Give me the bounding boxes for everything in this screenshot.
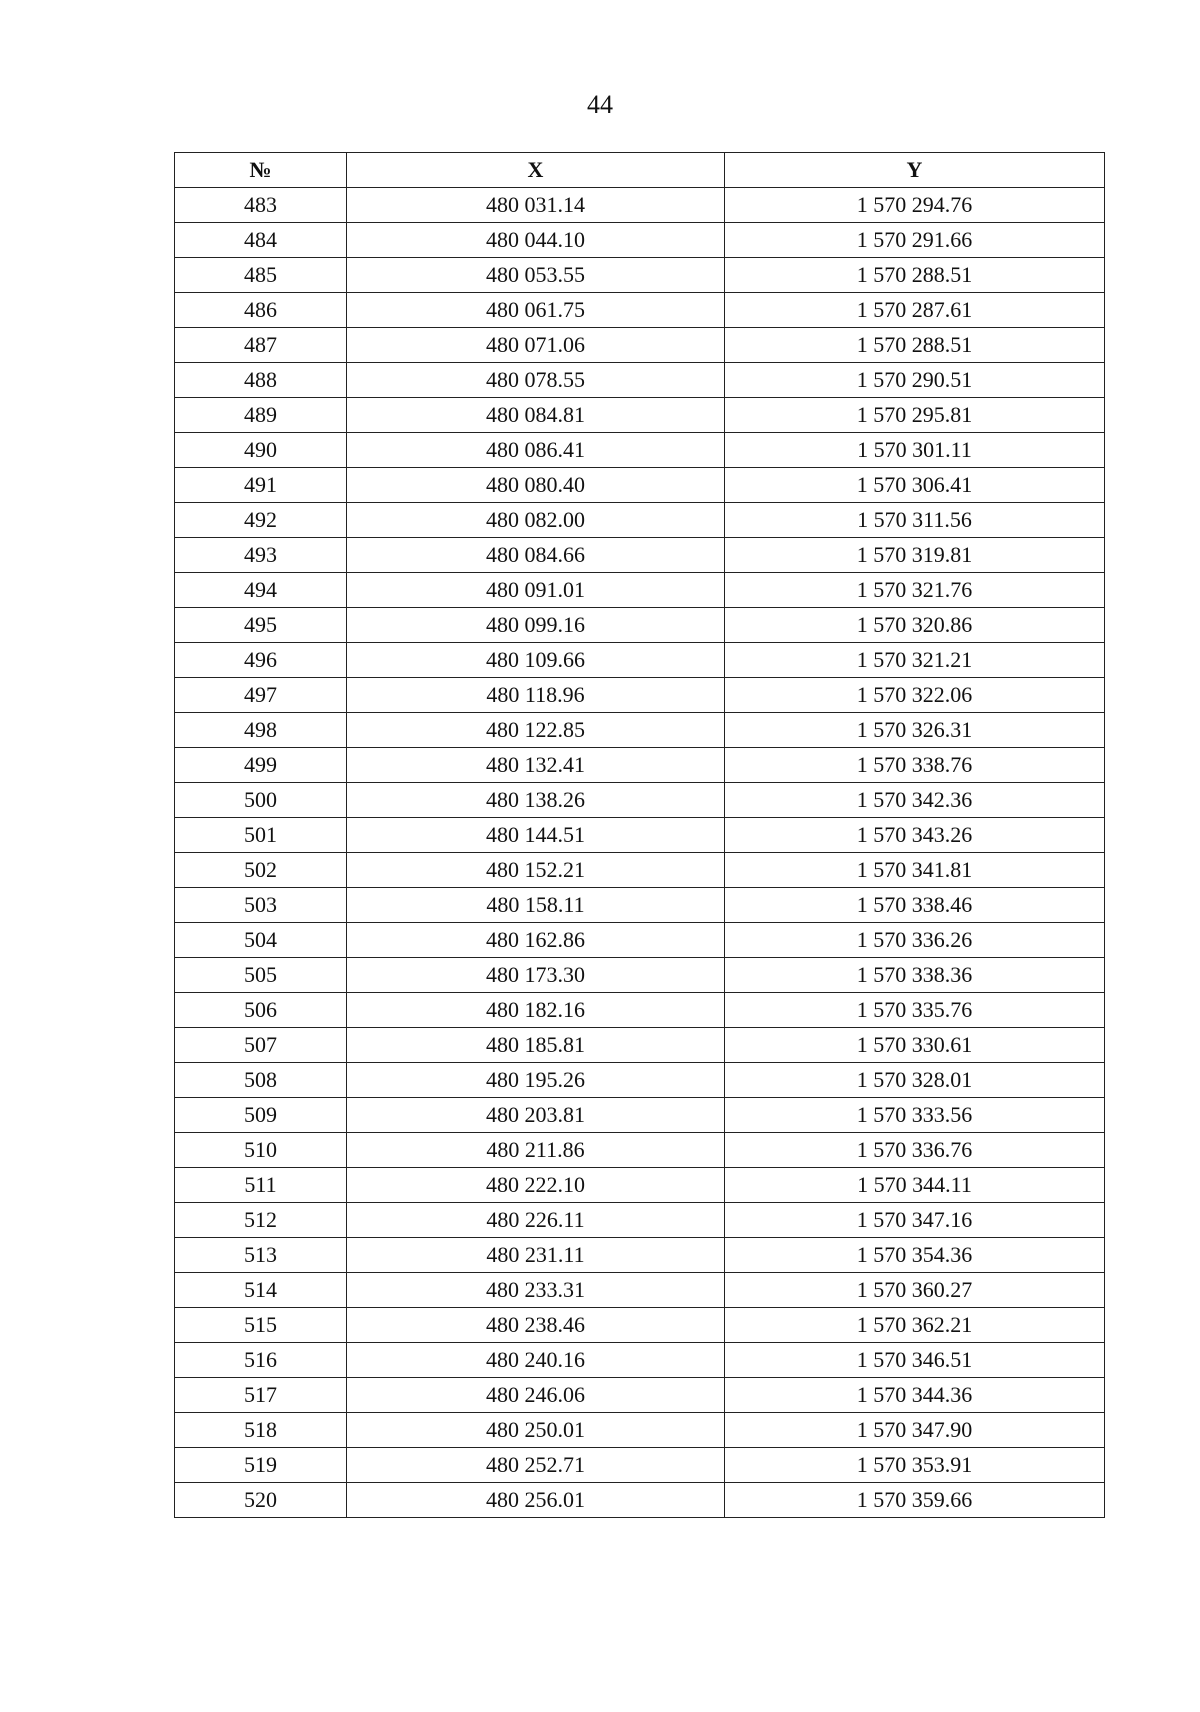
cell-num: 506 <box>175 993 347 1028</box>
cell-x: 480 122.85 <box>347 713 725 748</box>
table-body <box>175 188 1105 1518</box>
table-row <box>175 293 1105 328</box>
cell-x: 480 118.96 <box>347 678 725 713</box>
table-row <box>175 958 1105 993</box>
cell-num: 511 <box>175 1168 347 1203</box>
cell-num: 513 <box>175 1238 347 1273</box>
cell-y: 1 570 336.26 <box>725 923 1105 958</box>
table-row <box>175 258 1105 293</box>
cell-num: 484 <box>175 223 347 258</box>
header-row <box>175 153 1105 188</box>
cell-y: 1 570 359.66 <box>725 1483 1105 1518</box>
cell-num: 495 <box>175 608 347 643</box>
table-row <box>175 1308 1105 1343</box>
table-row <box>175 1028 1105 1063</box>
table-row <box>175 188 1105 223</box>
cell-x: 480 099.16 <box>347 608 725 643</box>
cell-x: 480 240.16 <box>347 1343 725 1378</box>
cell-x: 480 182.16 <box>347 993 725 1028</box>
cell-y: 1 570 328.01 <box>725 1063 1105 1098</box>
cell-y: 1 570 321.76 <box>725 573 1105 608</box>
cell-y: 1 570 338.76 <box>725 748 1105 783</box>
cell-y: 1 570 320.86 <box>725 608 1105 643</box>
cell-x: 480 109.66 <box>347 643 725 678</box>
cell-y: 1 570 322.06 <box>725 678 1105 713</box>
cell-x: 480 185.81 <box>347 1028 725 1063</box>
cell-x: 480 222.10 <box>347 1168 725 1203</box>
table-row <box>175 888 1105 923</box>
cell-x: 480 053.55 <box>347 258 725 293</box>
cell-num: 517 <box>175 1378 347 1413</box>
table-row <box>175 608 1105 643</box>
cell-num: 518 <box>175 1413 347 1448</box>
table-row <box>175 1168 1105 1203</box>
cell-x: 480 086.41 <box>347 433 725 468</box>
cell-y: 1 570 344.36 <box>725 1378 1105 1413</box>
table-row <box>175 748 1105 783</box>
cell-num: 489 <box>175 398 347 433</box>
cell-num: 512 <box>175 1203 347 1238</box>
cell-y: 1 570 354.36 <box>725 1238 1105 1273</box>
cell-x: 480 084.66 <box>347 538 725 573</box>
table-row <box>175 1098 1105 1133</box>
table-row <box>175 1133 1105 1168</box>
cell-x: 480 158.11 <box>347 888 725 923</box>
cell-num: 502 <box>175 853 347 888</box>
table-row <box>175 223 1105 258</box>
cell-y: 1 570 291.66 <box>725 223 1105 258</box>
table-row <box>175 433 1105 468</box>
cell-x: 480 203.81 <box>347 1098 725 1133</box>
table-row <box>175 1343 1105 1378</box>
cell-num: 492 <box>175 503 347 538</box>
cell-num: 496 <box>175 643 347 678</box>
cell-num: 483 <box>175 188 347 223</box>
header-y: Y <box>725 153 1105 188</box>
table-row <box>175 1483 1105 1518</box>
cell-y: 1 570 362.21 <box>725 1308 1105 1343</box>
cell-y: 1 570 288.51 <box>725 328 1105 363</box>
cell-y: 1 570 346.51 <box>725 1343 1105 1378</box>
cell-y: 1 570 338.36 <box>725 958 1105 993</box>
cell-y: 1 570 288.51 <box>725 258 1105 293</box>
cell-x: 480 152.21 <box>347 853 725 888</box>
cell-num: 503 <box>175 888 347 923</box>
cell-y: 1 570 290.51 <box>725 363 1105 398</box>
cell-x: 480 173.30 <box>347 958 725 993</box>
cell-num: 500 <box>175 783 347 818</box>
cell-num: 487 <box>175 328 347 363</box>
cell-x: 480 246.06 <box>347 1378 725 1413</box>
table-row <box>175 1063 1105 1098</box>
cell-num: 499 <box>175 748 347 783</box>
cell-y: 1 570 319.81 <box>725 538 1105 573</box>
table-row <box>175 1413 1105 1448</box>
cell-x: 480 080.40 <box>347 468 725 503</box>
table-row <box>175 923 1105 958</box>
header-num: № <box>175 153 347 188</box>
cell-x: 480 138.26 <box>347 783 725 818</box>
table-row <box>175 1378 1105 1413</box>
cell-y: 1 570 336.76 <box>725 1133 1105 1168</box>
cell-x: 480 044.10 <box>347 223 725 258</box>
table-row <box>175 1203 1105 1238</box>
cell-x: 480 162.86 <box>347 923 725 958</box>
cell-num: 519 <box>175 1448 347 1483</box>
cell-x: 480 078.55 <box>347 363 725 398</box>
cell-x: 480 250.01 <box>347 1413 725 1448</box>
cell-num: 505 <box>175 958 347 993</box>
cell-num: 485 <box>175 258 347 293</box>
table-row <box>175 468 1105 503</box>
table-row <box>175 853 1105 888</box>
cell-y: 1 570 287.61 <box>725 293 1105 328</box>
cell-x: 480 233.31 <box>347 1273 725 1308</box>
cell-y: 1 570 321.21 <box>725 643 1105 678</box>
cell-num: 510 <box>175 1133 347 1168</box>
table-row <box>175 538 1105 573</box>
cell-y: 1 570 360.27 <box>725 1273 1105 1308</box>
cell-y: 1 570 295.81 <box>725 398 1105 433</box>
cell-y: 1 570 347.16 <box>725 1203 1105 1238</box>
table-row <box>175 818 1105 853</box>
cell-y: 1 570 333.56 <box>725 1098 1105 1133</box>
cell-x: 480 231.11 <box>347 1238 725 1273</box>
cell-y: 1 570 343.26 <box>725 818 1105 853</box>
cell-num: 508 <box>175 1063 347 1098</box>
cell-x: 480 144.51 <box>347 818 725 853</box>
cell-num: 515 <box>175 1308 347 1343</box>
cell-y: 1 570 347.90 <box>725 1413 1105 1448</box>
cell-num: 486 <box>175 293 347 328</box>
cell-x: 480 252.71 <box>347 1448 725 1483</box>
cell-num: 494 <box>175 573 347 608</box>
cell-num: 497 <box>175 678 347 713</box>
header-x: X <box>347 153 725 188</box>
cell-x: 480 256.01 <box>347 1483 725 1518</box>
table-row <box>175 398 1105 433</box>
table-row <box>175 573 1105 608</box>
cell-y: 1 570 294.76 <box>725 188 1105 223</box>
table-row <box>175 643 1105 678</box>
table-row <box>175 1238 1105 1273</box>
cell-y: 1 570 338.46 <box>725 888 1105 923</box>
cell-num: 516 <box>175 1343 347 1378</box>
table-header <box>175 153 1105 188</box>
table-row <box>175 1273 1105 1308</box>
cell-num: 490 <box>175 433 347 468</box>
cell-x: 480 238.46 <box>347 1308 725 1343</box>
cell-y: 1 570 335.76 <box>725 993 1105 1028</box>
table-row <box>175 363 1105 398</box>
cell-y: 1 570 301.11 <box>725 433 1105 468</box>
cell-x: 480 091.01 <box>347 573 725 608</box>
cell-num: 504 <box>175 923 347 958</box>
table-row <box>175 1448 1105 1483</box>
coordinates-table <box>174 152 1105 1518</box>
cell-x: 480 132.41 <box>347 748 725 783</box>
cell-x: 480 195.26 <box>347 1063 725 1098</box>
table-row <box>175 678 1105 713</box>
cell-x: 480 226.11 <box>347 1203 725 1238</box>
cell-num: 507 <box>175 1028 347 1063</box>
table-row <box>175 993 1105 1028</box>
cell-y: 1 570 342.36 <box>725 783 1105 818</box>
cell-num: 514 <box>175 1273 347 1308</box>
cell-x: 480 071.06 <box>347 328 725 363</box>
cell-y: 1 570 326.31 <box>725 713 1105 748</box>
cell-y: 1 570 311.56 <box>725 503 1105 538</box>
cell-num: 488 <box>175 363 347 398</box>
cell-num: 501 <box>175 818 347 853</box>
cell-y: 1 570 330.61 <box>725 1028 1105 1063</box>
cell-y: 1 570 341.81 <box>725 853 1105 888</box>
cell-num: 498 <box>175 713 347 748</box>
cell-x: 480 211.86 <box>347 1133 725 1168</box>
cell-x: 480 061.75 <box>347 293 725 328</box>
cell-x: 480 031.14 <box>347 188 725 223</box>
cell-y: 1 570 344.11 <box>725 1168 1105 1203</box>
cell-y: 1 570 306.41 <box>725 468 1105 503</box>
table-row <box>175 713 1105 748</box>
cell-y: 1 570 353.91 <box>725 1448 1105 1483</box>
cell-num: 509 <box>175 1098 347 1133</box>
cell-num: 493 <box>175 538 347 573</box>
cell-x: 480 084.81 <box>347 398 725 433</box>
cell-num: 491 <box>175 468 347 503</box>
cell-num: 520 <box>175 1483 347 1518</box>
table-row <box>175 503 1105 538</box>
table-row <box>175 783 1105 818</box>
cell-x: 480 082.00 <box>347 503 725 538</box>
page-number: 44 <box>587 90 613 119</box>
table-row <box>175 328 1105 363</box>
